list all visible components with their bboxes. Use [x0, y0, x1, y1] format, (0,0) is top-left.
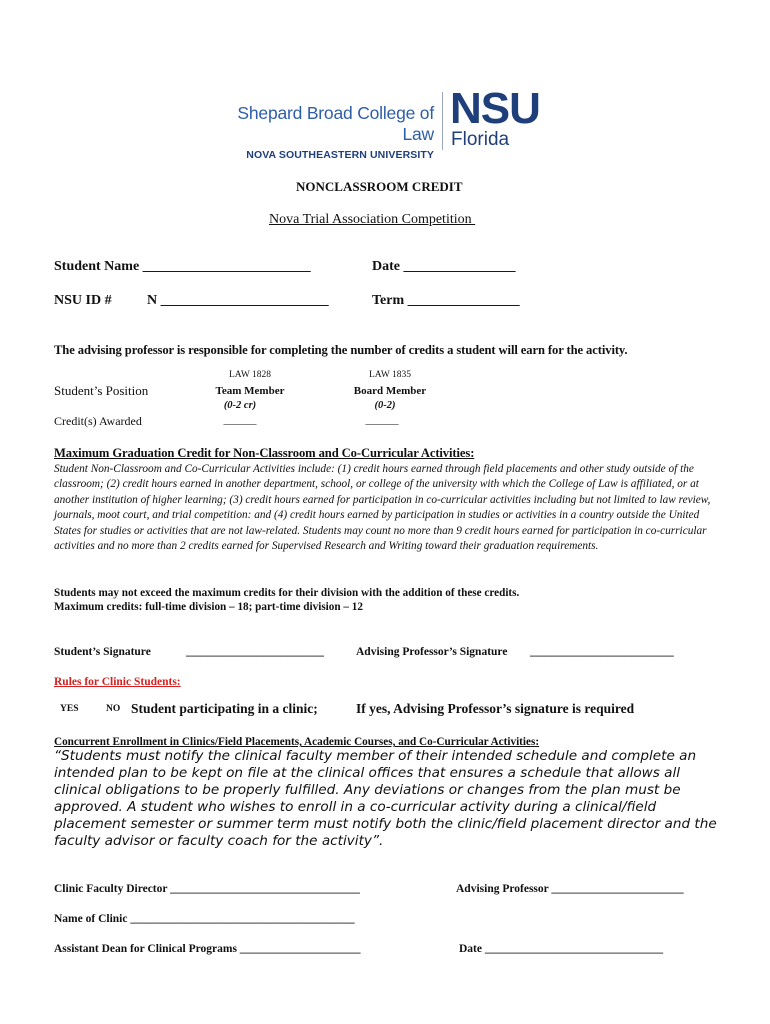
assistant-dean-field[interactable]: Assistant Dean for Clinical Programs _____________________: [54, 943, 361, 955]
school-name: Shepard Broad College of Law: [237, 103, 434, 144]
credits-blank-team[interactable]: ______: [223, 414, 257, 426]
credits-blank-board[interactable]: ______: [365, 414, 399, 426]
role-board-member: Board Member: [353, 385, 427, 397]
competition-title: Nova Trial Association Competition: [269, 212, 476, 227]
advising-note: The advising professor is responsible for completing the number of credits a student will earn for the activity.: [54, 343, 628, 357]
position-label: Student’s Position: [54, 383, 149, 398]
limits-line-2: Maximum credits: full-time division – 18; part-time division – 12: [54, 601, 363, 613]
student-signature-label: Student’s Signature: [54, 646, 151, 658]
course-code-1835: LAW 1835: [368, 370, 412, 380]
bottom-date-field[interactable]: Date _______________________________: [459, 943, 664, 955]
clinic-name-field[interactable]: Name of Clinic _______________________________________: [54, 913, 355, 925]
range-board-member: (0-2): [374, 400, 396, 411]
professor-signature-line[interactable]: _________________________: [530, 646, 674, 658]
course-code-1828: LAW 1828: [228, 370, 272, 380]
max-credit-heading: Maximum Graduation Credit for Non-Classroom and Co-Curricular Activities:: [54, 446, 475, 460]
clinic-director-field[interactable]: Clinic Faculty Director _________________________________: [54, 883, 360, 895]
concurrent-quote: “Students must notify the clinical faculty member of their intended schedule and complete an intended plan to be kept on file at the clinical offices that ensures a schedule that allows all clinical obligations to be properly fulfilled. Any deviations or changes from the plan must be approved. A student who wishes to enroll in a co-curricular activity during a clinical/field placement semester or summer term must notify both the clinic/field placement director and the faculty advisor or faculty coach for the activity”.: [54, 748, 717, 849]
nsu-logo-mark: NSU: [450, 84, 540, 133]
nsu-id-field[interactable]: N ________________________: [147, 293, 329, 308]
role-team-member: Team Member: [215, 385, 285, 397]
student-signature-line[interactable]: ________________________: [186, 646, 324, 658]
student-name-field[interactable]: Student Name ________________________: [54, 259, 311, 274]
clinic-signature-note: If yes, Advising Professor’s signature is required: [356, 701, 635, 716]
max-credit-body: Student Non-Classroom and Co-Curricular Activities include: (1) credit hours earned through field placements and other study outside of the classroom; (2) credit hours earned in another department, school, or college of the university with which the College of Law is affiliated, or at another institution of higher learning; (3) credit hours earned for participation in co-curricular activities including but not limited to law review, journals, moot court, and trial competition: and (4) credit hours earned by participation in studies or activities in a country outside the United States for studies or activities that are not law-related. Students may count no more than 9 credit hours earned for participation in co-curricular activities and no more than 2 credits earned for Supervised Research and Writing toward their graduation requirements.: [54, 463, 711, 553]
logo-divider: [442, 92, 443, 150]
awarded-label: Credit(s) Awarded: [54, 414, 142, 428]
document-title: NONCLASSROOM CREDIT: [296, 179, 463, 194]
concurrent-heading: Concurrent Enrollment in Clinics/Field Placements, Academic Courses, and Co-Curricular Activities:: [54, 736, 540, 748]
limits-line-1: Students may not exceed the maximum credits for their division with the addition of these credits.: [54, 587, 520, 599]
college-logo-text: [218, 103, 434, 161]
advising-professor-field[interactable]: Advising Professor _______________________: [456, 883, 684, 895]
date-field[interactable]: Date ________________: [372, 259, 516, 274]
no-option[interactable]: NO: [106, 704, 121, 714]
clinic-participation-label: Student participating in a clinic;: [131, 701, 318, 716]
yes-option[interactable]: YES: [60, 704, 79, 714]
logo-state: Florida: [451, 129, 510, 150]
clinic-rules-heading: Rules for Clinic Students:: [54, 676, 181, 688]
term-field[interactable]: Term ________________: [372, 293, 520, 308]
nsu-id-label: NSU ID #: [54, 293, 112, 308]
university-name: NOVA SOUTHEASTERN UNIVERSITY: [246, 149, 434, 161]
professor-signature-label: Advising Professor’s Signature: [356, 646, 508, 658]
range-team-member: (0-2 cr): [223, 400, 257, 411]
